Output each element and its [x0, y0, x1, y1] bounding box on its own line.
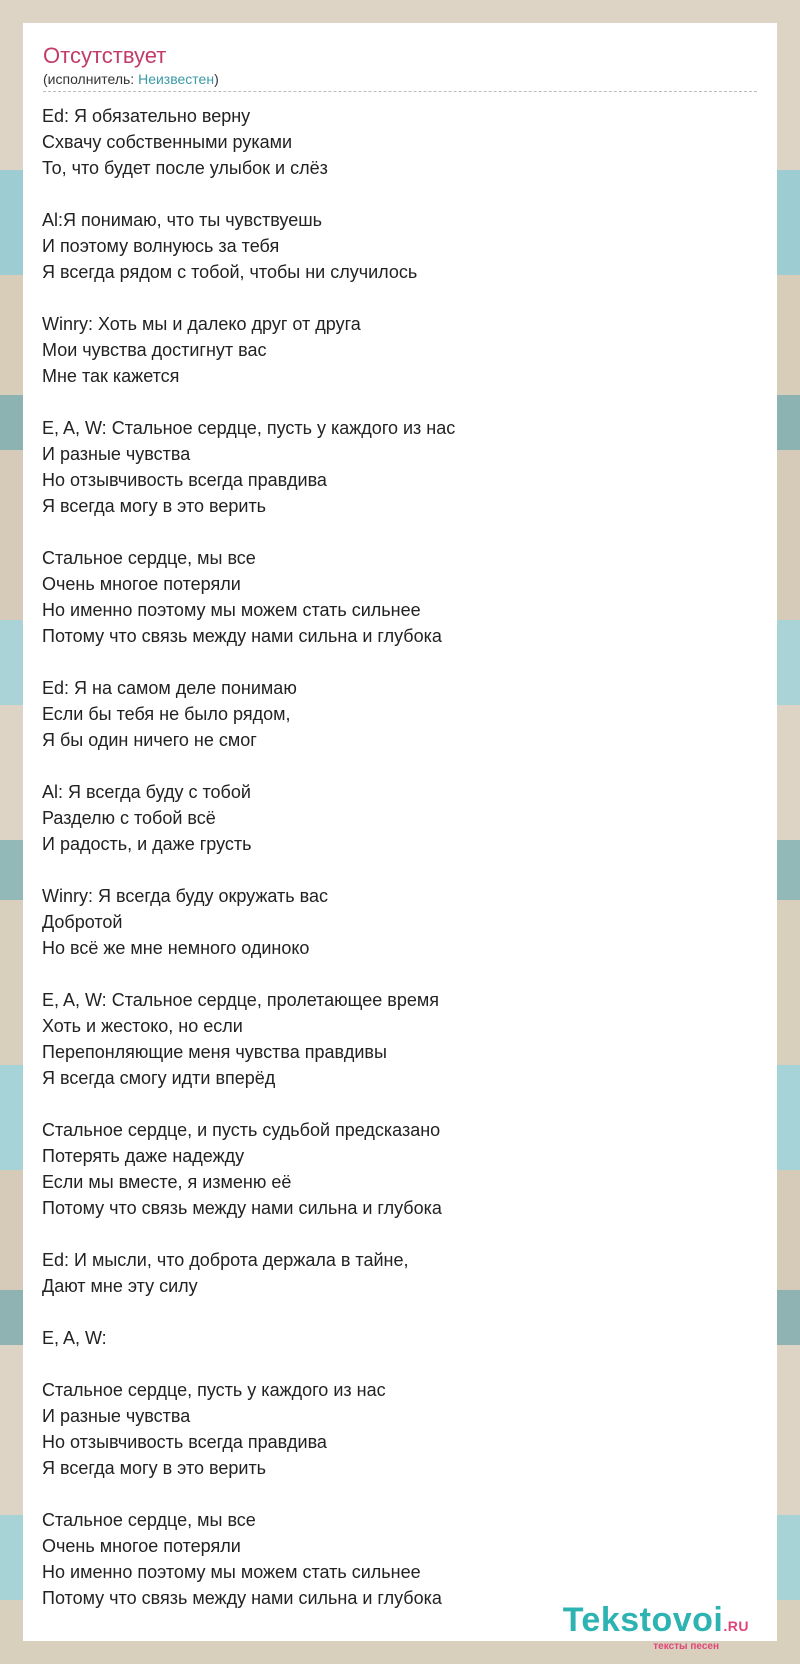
- lyric-line: Я всегда смогу идти вперёд: [42, 1068, 276, 1088]
- logo-name: Tekstovoi: [562, 1601, 724, 1639]
- lyric-line: Но отзывчивость всегда правдива: [42, 1432, 327, 1452]
- lyrics-stanza: [42, 545, 742, 649]
- lyric-line: Стальное сердце, пусть у каждого из нас: [42, 1380, 386, 1400]
- lyric-line: Стальное сердце, мы все: [42, 1510, 256, 1530]
- lyric-line: Разделю с тобой всё: [42, 808, 216, 828]
- lyrics-stanza: [42, 1247, 742, 1299]
- lyric-line: То, что будет после улыбок и слёз: [42, 158, 328, 178]
- lyrics-stanza: [42, 207, 742, 285]
- lyric-line: Очень многое потеряли: [42, 1536, 241, 1556]
- song-header: [43, 43, 757, 88]
- lyrics-stanza: [42, 1377, 742, 1481]
- lyric-line: Я бы один ничего не смог: [42, 730, 257, 750]
- lyric-line: И поэтому волнуюсь за тебя: [42, 236, 280, 256]
- lyric-line: Дают мне эту силу: [42, 1276, 198, 1296]
- artist-suffix: ): [214, 71, 219, 87]
- lyric-line: Добротой: [42, 912, 123, 932]
- lyrics-card: [23, 23, 777, 1652]
- lyric-line: Я всегда могу в это верить: [42, 1458, 267, 1478]
- lyric-line: Ed: И мысли, что доброта держала в тайне,: [42, 1250, 409, 1270]
- lyric-line: Но отзывчивость всегда правдива: [42, 470, 327, 490]
- lyrics-text: [42, 103, 742, 1611]
- lyric-line: И радость, и даже грусть: [42, 834, 252, 854]
- lyric-line: E, A, W:: [42, 1328, 107, 1348]
- site-logo[interactable]: [563, 1603, 749, 1653]
- lyric-line: Стальное сердце, и пусть судьбой предсказано: [42, 1120, 441, 1140]
- lyric-line: Al:Я понимаю, что ты чувствуешь: [42, 210, 323, 230]
- lyrics-stanza: [42, 779, 742, 857]
- lyric-line: И разные чувства: [42, 444, 191, 464]
- lyric-line: Winry: Я всегда буду окружать вас: [42, 886, 329, 906]
- lyric-line: Очень многое потеряли: [42, 574, 241, 594]
- lyric-line: Хоть и жестоко, но если: [42, 1016, 243, 1036]
- lyric-line: Если мы вместе, я изменю её: [42, 1172, 292, 1192]
- artist-prefix: (исполнитель:: [43, 71, 139, 87]
- lyric-line: Ed: Я обязательно верну: [42, 106, 251, 126]
- logo-tagline: тексты песен: [653, 1641, 719, 1652]
- song-title: Отсутствует: [43, 43, 167, 68]
- lyric-line: И разные чувства: [42, 1406, 191, 1426]
- lyric-line: Схвачу собственными руками: [42, 132, 293, 152]
- lyric-line: E, A, W: Стальное сердце, пусть у каждого из нас: [42, 418, 456, 438]
- lyric-line: Перепонляющие меня чувства правдивы: [42, 1042, 387, 1062]
- lyrics-stanza: [42, 987, 742, 1091]
- lyric-line: Если бы тебя не было рядом,: [42, 704, 291, 724]
- lyric-line: Winry: Хоть мы и далеко друг от друга: [42, 314, 361, 334]
- lyrics-stanza: [42, 311, 742, 389]
- lyrics-stanza: [42, 1325, 742, 1351]
- header-divider: [43, 91, 757, 92]
- lyric-line: Потому что связь между нами сильна и глубока: [42, 1198, 442, 1218]
- artist-link[interactable]: Неизвестен: [138, 71, 215, 87]
- lyric-line: Мне так кажется: [42, 366, 180, 386]
- lyric-line: Но именно поэтому мы можем стать сильнее: [42, 600, 421, 620]
- lyric-line: Al: Я всегда буду с тобой: [42, 782, 251, 802]
- lyric-line: Я всегда могу в это верить: [42, 496, 267, 516]
- lyric-line: Стальное сердце, мы все: [42, 548, 256, 568]
- logo-tld: .RU: [723, 1618, 749, 1634]
- lyric-line: E, A, W: Стальное сердце, пролетающее время: [42, 990, 439, 1010]
- song-artist-line: [43, 70, 757, 88]
- lyrics-stanza: [42, 1117, 742, 1221]
- lyric-line: Ed: Я на самом деле понимаю: [42, 678, 297, 698]
- lyric-line: Потому что связь между нами сильна и глубока: [42, 1588, 442, 1608]
- lyric-line: Потерять даже надежду: [42, 1146, 245, 1166]
- lyrics-stanza: [42, 883, 742, 961]
- lyrics-stanza: [42, 415, 742, 519]
- lyrics-stanza: [42, 103, 742, 181]
- lyric-line: Потому что связь между нами сильна и глубока: [42, 626, 442, 646]
- lyric-line: Но всё же мне немного одиноко: [42, 938, 310, 958]
- lyrics-stanza: [42, 675, 742, 753]
- lyric-line: Я всегда рядом с тобой, чтобы ни случилось: [42, 262, 418, 282]
- lyric-line: Но именно поэтому мы можем стать сильнее: [42, 1562, 421, 1582]
- logo-wordmark: [563, 1603, 749, 1643]
- lyrics-stanza: [42, 1507, 742, 1611]
- lyric-line: Мои чувства достигнут вас: [42, 340, 267, 360]
